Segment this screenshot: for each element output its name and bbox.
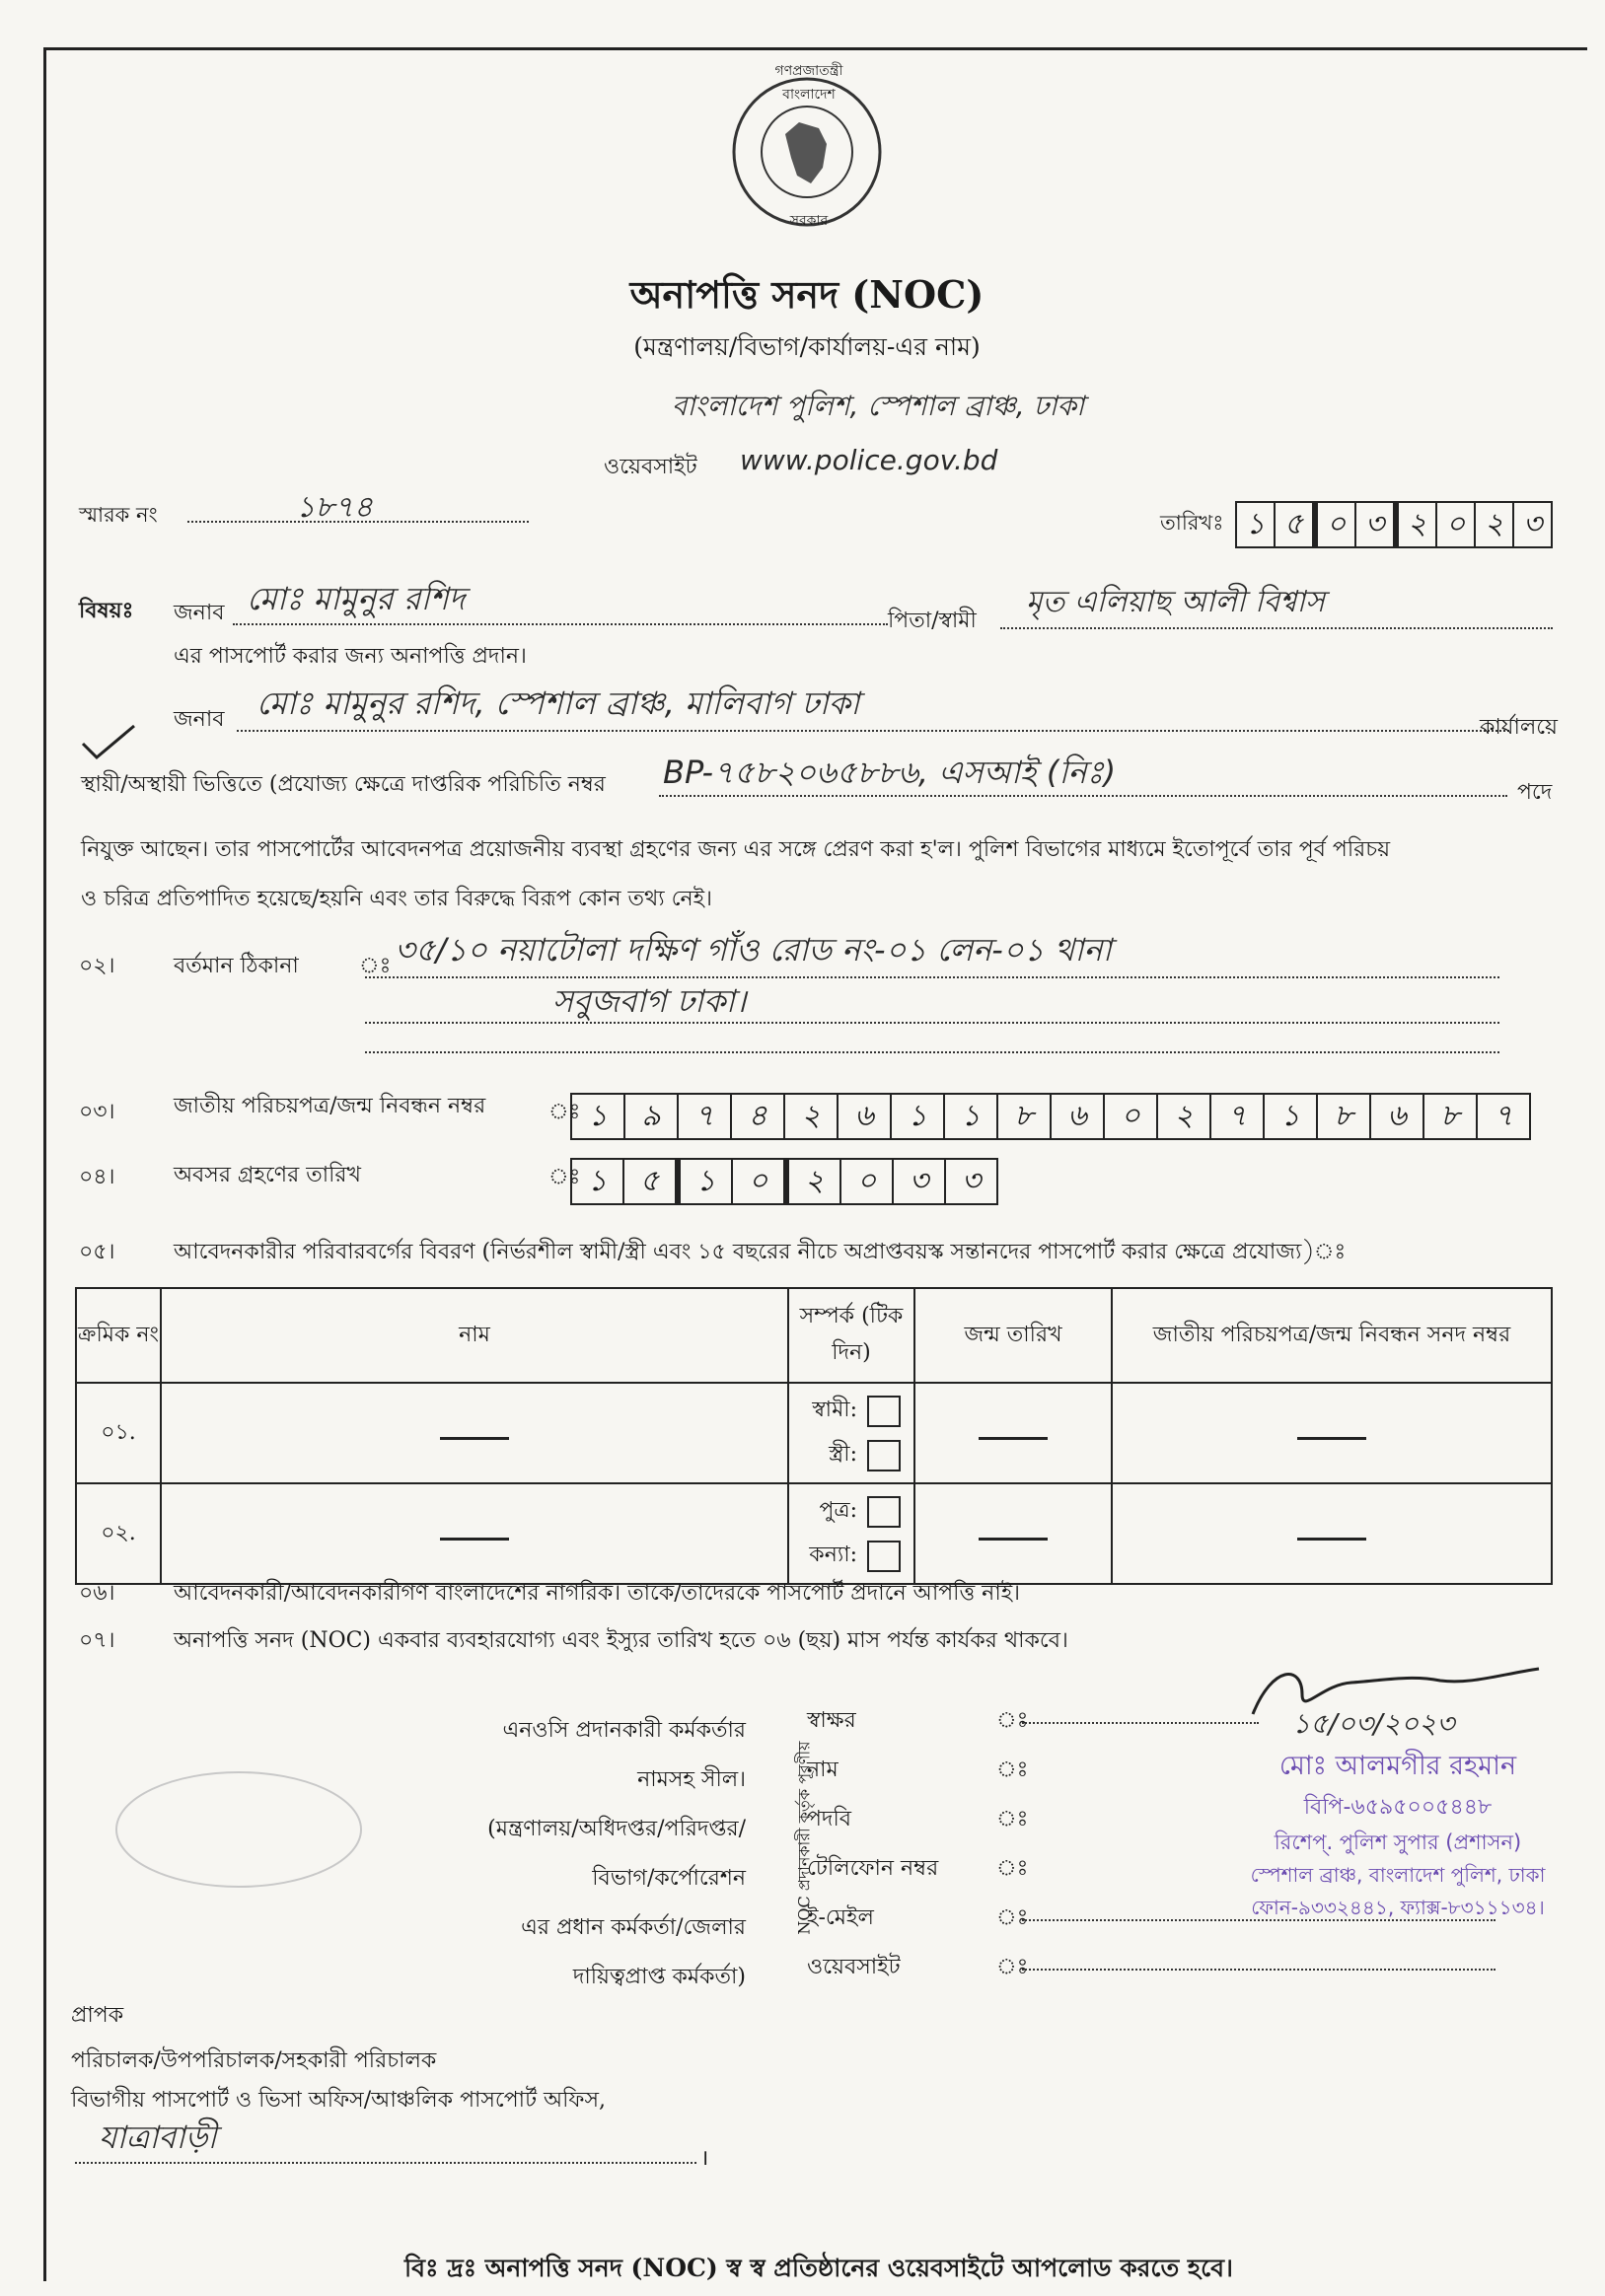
digit-cell: ১	[572, 1160, 624, 1203]
officer-field-label: স্বাক্ষর	[807, 1708, 856, 1733]
digit-cell: ৮	[1424, 1095, 1478, 1138]
address-dots-3	[365, 1051, 1499, 1053]
subject-line2: এর পাসপোর্ট করার জন্য অনাপত্তি প্রদান।	[174, 644, 527, 669]
relation-label: স্ত্রী:	[829, 1442, 857, 1467]
clause-text: আবেদনকারী/আবেদনকারীগণ বাংলাদেশের নাগরিক। তাকে/তাদেরকে পাসপোর্ট প্রদানে আপত্তি নাই।	[174, 1581, 1021, 1606]
digit-cell: ২	[1476, 503, 1514, 546]
digit-cell: ৮	[1318, 1095, 1371, 1138]
website-label: ওয়েবসাইট	[604, 455, 697, 479]
nid-label: জাতীয় পরিচয়পত্র/জন্ম নিবন্ধন নম্বর	[174, 1094, 486, 1118]
clause-text: অনাপত্তি সনদ (NOC) একবার ব্যবহারযোগ্য এবং ইস্যুর তারিখ হতে ০৬ (ছয়) মাস পর্যন্ত কার্যকর থাকবে।	[174, 1628, 1068, 1653]
post-suffix: পদে	[1517, 780, 1553, 805]
digit-cell: ০	[733, 1160, 789, 1203]
digit-cell: ১	[945, 1095, 998, 1138]
digit-cell: ৫	[1276, 503, 1318, 546]
seal-bottom-text: সরকার	[789, 213, 829, 229]
office-suffix: কার্যালয়ে	[1480, 715, 1559, 740]
address-colon: ঃ	[359, 954, 392, 978]
seal-top-text: গণপ্রজাতন্ত্রী বাংলাদেশ	[774, 63, 843, 103]
body-janab-label: জনাব	[174, 707, 225, 732]
page-subtitle: (মন্ত্রণালয়/বিভাগ/কার্যালয়-এর নাম)	[633, 332, 981, 361]
page-title: অনাপত্তি সনদ (NOC)	[629, 272, 985, 317]
relation-label: কন্যা:	[809, 1543, 857, 1567]
permanent-text: স্থায়ী/অস্থায়ী ভিত্তিতে (প্রযোজ্য ক্ষেত্রে দাপ্তরিক পরিচিতি নম্বর	[81, 772, 606, 797]
address-num: ০২।	[79, 954, 115, 978]
clause-num: ০৬।	[79, 1581, 115, 1606]
digit-cell: ৬	[839, 1095, 892, 1138]
digit-cell: ৩	[1356, 503, 1399, 546]
family-intro: আবেদনকারীর পরিবারবর্গের বিবরণ (নির্ভরশীল স্বামী/স্ত্রী এবং ১৫ বছরের নীচে অপ্রাপ্তবয়স্ক সন্তানদের পাসপোর্ট করার ক্ষেত্রে প্রযোজ্য)ঃ	[174, 1240, 1347, 1264]
row-serial: ০২.	[76, 1483, 161, 1584]
recipient-label: প্রাপক	[71, 2003, 124, 2028]
header-name: নাম	[161, 1288, 788, 1383]
digit-cell: ০	[1318, 503, 1356, 546]
digit-cell: ২	[1399, 503, 1437, 546]
father-label: পিতা/স্বামী	[888, 609, 977, 633]
officer-left-block	[375, 1706, 746, 2002]
header-nid: জাতীয় পরিচয়পত্র/জন্ম নিবন্ধন সনদ নম্বর	[1112, 1288, 1552, 1383]
retirement-colon: ঃ	[548, 1165, 581, 1189]
recipient-dots	[75, 2162, 696, 2164]
digit-cell: ৭	[679, 1095, 732, 1138]
family-table	[75, 1287, 1553, 1585]
digit-cell: ৬	[1052, 1095, 1105, 1138]
website-value: www.police.gov.bd	[740, 444, 998, 476]
stamp-name: মোঃ আলমগীর রহমান	[1278, 1751, 1517, 1781]
date-digit-boxes	[1235, 501, 1553, 548]
row-name	[161, 1383, 788, 1483]
checkmark-icon	[79, 724, 138, 763]
officer-field-label: নাম	[807, 1758, 839, 1782]
retirement-digit-boxes	[570, 1158, 998, 1205]
table-row	[76, 1483, 1552, 1584]
row-nid	[1112, 1483, 1552, 1584]
signature-dots	[1022, 1722, 1259, 1724]
family-num: ০৫।	[79, 1240, 115, 1264]
applicant-name: মোঃ মামুনুর রশিদ	[247, 580, 466, 617]
address-line2: সবুজবাগ ঢাকা।	[552, 982, 747, 1020]
office-name-handwritten: বাংলাদেশ পুলিশ, স্পেশাল ব্রাঞ্চ, ঢাকা	[671, 390, 1085, 422]
recipient-office: যাত্রাবাড়ী	[99, 2118, 217, 2156]
row-serial: ০১.	[76, 1383, 161, 1483]
digit-cell: ৩	[894, 1160, 946, 1203]
recipient-end: ।	[700, 2146, 709, 2171]
website-dots	[1022, 1969, 1496, 1971]
officer-left-line: এনওসি প্রদানকারী কর্মকর্তার	[502, 1718, 746, 1743]
retirement-label: অবসর গ্রহণের তারিখ	[174, 1163, 361, 1187]
date-label: তারিখঃ	[1160, 511, 1224, 535]
table-row	[76, 1383, 1552, 1483]
digit-cell: ২	[789, 1160, 841, 1203]
recipient-line2: বিভাগীয় পাসপোর্ট ও ভিসা অফিস/আঞ্চলিক পাসপোর্ট অফিস,	[71, 2088, 606, 2113]
stamp-phone: ফোন-৯৩৩২৪৪১, ফ্যাক্স-৮৩১১১৩৪।	[1251, 1896, 1545, 1919]
row-relation	[788, 1383, 914, 1483]
relation-checkbox[interactable]	[867, 1440, 901, 1471]
officer-left-line: (মন্ত্রণালয়/অধিদপ্তর/পরিদপ্তর/	[487, 1817, 746, 1841]
subject-label: বিষয়ঃ	[79, 598, 134, 623]
relation-checkbox[interactable]	[867, 1541, 901, 1572]
digit-cell: ০	[841, 1160, 894, 1203]
digit-cell: ৫	[624, 1160, 681, 1203]
digit-cell: ১	[1237, 503, 1276, 546]
body-para2: ও চরিত্র প্রতিপাদিত হয়েছে/হয়নি এবং তার বিরুদ্ধে বিরূপ কোন তথ্য নেই।	[81, 887, 712, 911]
retirement-num: ০৪।	[79, 1165, 115, 1189]
digit-cell: ০	[1437, 503, 1476, 546]
relation-label: পুত্র:	[819, 1498, 857, 1523]
digit-cell: ০	[1105, 1095, 1158, 1138]
row-relation	[788, 1483, 914, 1584]
clause-num: ০৭।	[79, 1628, 115, 1653]
digit-cell: ৬	[1371, 1095, 1424, 1138]
officer-colons: ঃ ঃ ঃ ঃ ঃ ঃ	[996, 1708, 1029, 1979]
nid-digit-boxes	[570, 1093, 1531, 1140]
relation-checkbox[interactable]	[867, 1396, 901, 1427]
officer-field-label: ই-মেইল	[807, 1905, 874, 1930]
family-table-header	[76, 1288, 1552, 1383]
row-nid	[1112, 1383, 1552, 1483]
digit-cell: ৪	[732, 1095, 785, 1138]
bp-value: BP-৭৫৮২০৬৫৮৮৬, এসআই (নিঃ)	[663, 753, 1117, 791]
memo-value: ১৮৭৪	[296, 490, 373, 525]
row-dob	[914, 1383, 1112, 1483]
digit-cell: ১	[572, 1095, 625, 1138]
officer-left-line: বিভাগ/কর্পোরেশন	[592, 1866, 746, 1891]
row-name	[161, 1483, 788, 1584]
digit-cell: ১	[681, 1160, 733, 1203]
digit-cell: ৩	[961, 1164, 982, 1198]
officer-field-label: টেলিফোন নম্বর	[807, 1856, 939, 1881]
stamp-office: স্পেশাল ব্রাঞ্চ, বাংলাদেশ পুলিশ, ঢাকা	[1250, 1863, 1546, 1887]
officer-stamp	[1215, 1746, 1580, 1926]
father-name: মৃত এলিয়াছ আলী বিশ্বাস	[1026, 585, 1325, 619]
row-dob	[914, 1483, 1112, 1584]
footer-note: বিঃ দ্রঃ অনাপত্তি সনদ (NOC) স্ব স্ব প্রতিষ্ঠানের ওয়েবসাইটে আপলোড করতে হবে।	[404, 2254, 1233, 2282]
address-line1: ৩৫/১০ নয়াটোলা দক্ষিণ গাঁও রোড নং-০১ লেন-০১ থানা	[395, 931, 1112, 969]
digit-cell: ৭	[1211, 1095, 1265, 1138]
body-para1: নিযুক্ত আছেন। তার পাসপোর্টের আবেদনপত্র প্রয়োজনীয় ব্যবস্থা গ্রহণের জন্য এর সঙ্গে প্রেরণ করা হ'ল। পুলিশ বিভাগের মাধ্যমে ইতোপূর্বে তার পূর্ব পরিচয়	[81, 837, 1391, 862]
office-value: মোঃ মামুনুর রশিদ, স্পেশাল ব্রাঞ্চ, মালিবাগ ঢাকা	[256, 684, 860, 722]
digit-cell: ৩	[1522, 507, 1543, 541]
digit-cell: ১	[1265, 1095, 1318, 1138]
nid-colon: ঃ	[548, 1100, 581, 1124]
subject-janab-label: জনাব	[174, 601, 225, 625]
relation-label: স্বামী:	[812, 1398, 857, 1422]
stamp-designation: রিশেপ্‌. পুলিশ সুপার (প্রশাসন)	[1274, 1830, 1522, 1854]
header-serial: ক্রমিক নং	[76, 1288, 161, 1383]
recipient-line1: পরিচালক/উপপরিচালক/সহকারী পরিচালক	[71, 2048, 437, 2073]
digit-cell: ১	[892, 1095, 945, 1138]
nid-num: ০৩।	[79, 1100, 115, 1124]
relation-checkbox[interactable]	[867, 1496, 901, 1528]
officer-left-line: নামসহ সীল।	[637, 1767, 746, 1792]
digit-cell: ৯	[625, 1095, 679, 1138]
header-dob: জন্ম তারিখ	[914, 1288, 1112, 1383]
sign-date: ১৫/০৩/২০২৩	[1292, 1707, 1455, 1740]
officer-vertical-label: NOC প্রদানকারী কর্তৃক পূরণীয়	[794, 1741, 814, 1935]
address-dots-2	[365, 1022, 1499, 1024]
address-label: বর্তমান ঠিকানা	[174, 954, 299, 978]
officer-left-line: এর প্রধান কর্মকর্তা/জেলার	[521, 1915, 746, 1940]
digit-cell: ২	[785, 1095, 839, 1138]
header-relation: সম্পর্ক (টিক দিন)	[788, 1288, 914, 1383]
digit-cell: ৭	[1494, 1099, 1513, 1133]
officer-field-label: পদবি	[807, 1807, 852, 1831]
faint-seal	[110, 1765, 367, 1894]
digit-cell: ৮	[998, 1095, 1052, 1138]
memo-label: স্মারক নং	[79, 503, 158, 527]
officer-field-labels	[807, 1696, 938, 1992]
officer-left-line: দায়িত্বপ্রাপ্ত কর্মকর্তা)	[572, 1965, 746, 1989]
stamp-bp: বিপি-৬৫৯৫০০৫৪৪৮	[1303, 1795, 1493, 1820]
officer-field-label: ওয়েবসাইট	[807, 1955, 901, 1979]
digit-cell: ২	[1158, 1095, 1211, 1138]
